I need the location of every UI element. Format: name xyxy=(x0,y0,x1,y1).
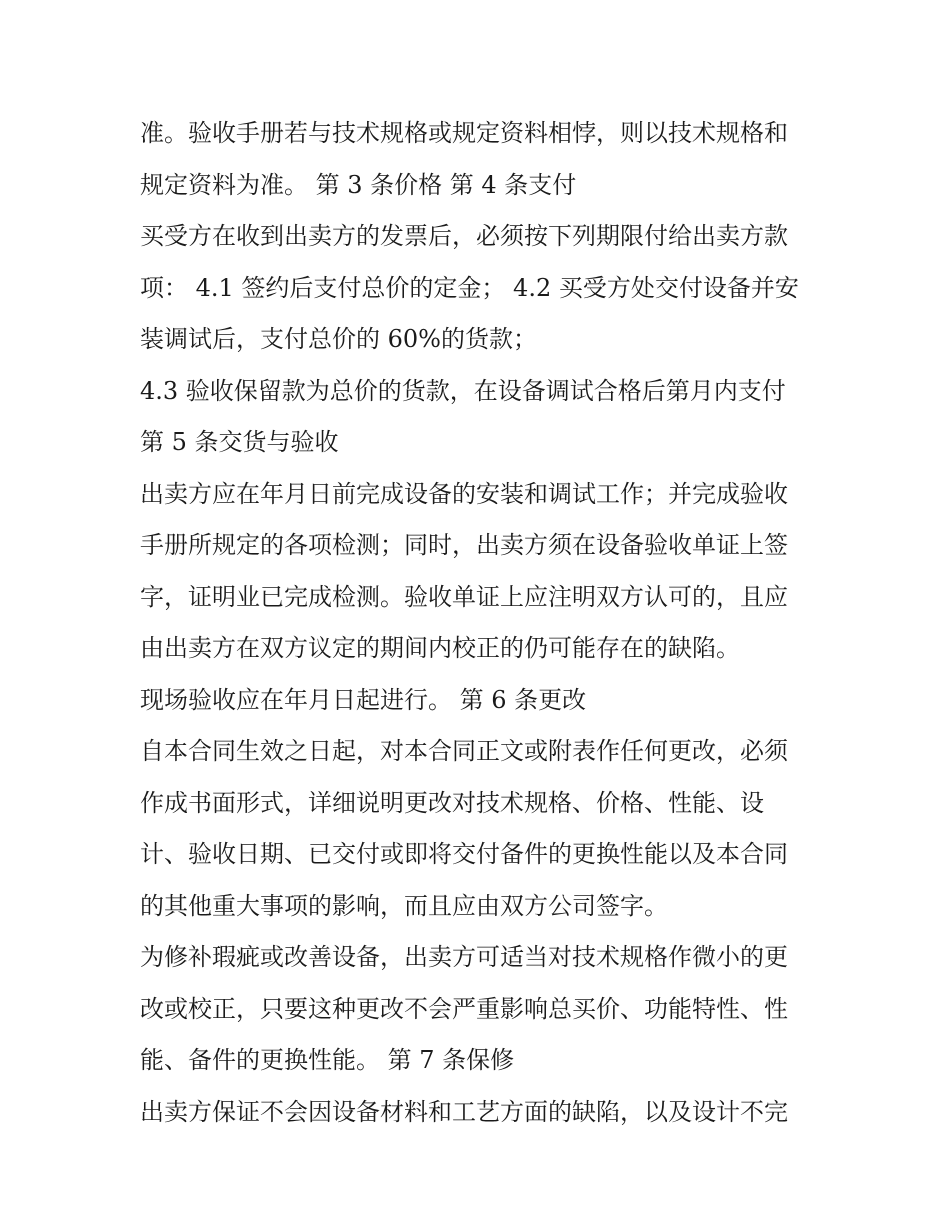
contract-text xyxy=(140,108,830,1138)
text-line: 能、备件的更换性能。 第 7 条保修 xyxy=(140,1046,515,1074)
text-line: 4.3 验收保留款为总价的货款，在设备调试合格后第月内支付 xyxy=(140,376,786,405)
text-line: 作成书面形式，详细说明更改对技术规格、价格、性能、设 xyxy=(140,788,764,817)
text-line: 字，证明业已完成检测。验收单证上应注明双方认可的，且应 xyxy=(140,582,788,611)
text-line: 规定资料为准。 第 3 条价格 第 4 条支付 xyxy=(140,170,577,199)
text-line: 由出卖方在双方议定的期间内校正的仍可能存在的缺陷。 xyxy=(140,634,740,662)
text-line: 买受方在收到出卖方的发票后，必须按下列期限付给出卖方款 xyxy=(140,222,788,250)
text-line: 改或校正，只要这种更改不会严重影响总买价、功能特性、性 xyxy=(140,994,788,1023)
text-line: 装调试后，支付总价的 60%的货款； xyxy=(140,325,537,353)
section-heading: 第 5 条交货与验收 xyxy=(140,428,339,456)
text-line: 准。验收手册若与技术规格或规定资料相悖，则以技术规格和 xyxy=(140,119,788,147)
text-line: 的其他重大事项的影响，而且应由双方公司签字。 xyxy=(140,891,668,920)
text-line: 计、验收日期、已交付或即将交付备件的更换性能以及本合同 xyxy=(140,840,788,868)
text-line: 现场验收应在年月日起进行。 第 6 条更改 xyxy=(140,685,587,714)
text-line: 手册所规定的各项检测；同时，出卖方须在设备验收单证上签 xyxy=(140,531,788,559)
text-line: 自本合同生效之日起，对本合同正文或附表作任何更改，必须 xyxy=(140,737,788,765)
text-line: 出卖方保证不会因设备材料和工艺方面的缺陷，以及设计不完 xyxy=(140,1097,788,1126)
text-line: 项： 4.1 签约后支付总价的定金； 4.2 买受方处交付设备并安 xyxy=(140,273,799,302)
text-line: 出卖方应在年月日前完成设备的安装和调试工作；并完成验收 xyxy=(140,479,788,508)
text-line: 为修补瑕疵或改善设备，出卖方可适当对技术规格作微小的更 xyxy=(140,943,788,971)
